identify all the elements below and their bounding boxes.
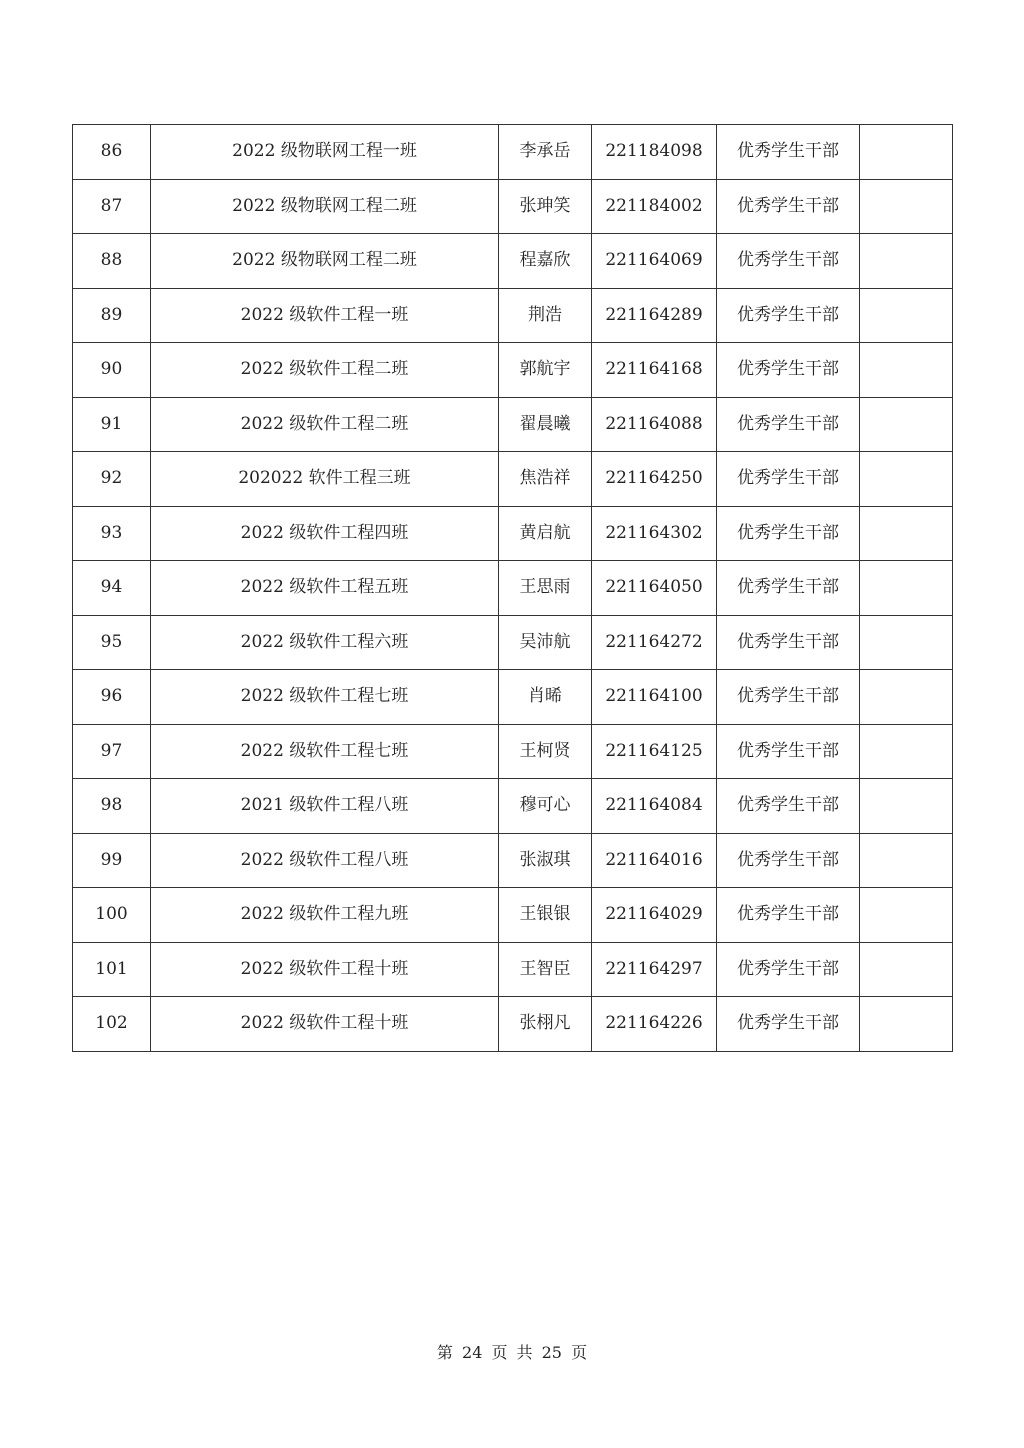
class-name-cell: 2022 级软件工程九班 (151, 888, 499, 943)
page-number: 第 24 页 共 25 页 (436, 1343, 588, 1362)
table-row (73, 234, 953, 289)
row-number-cell: 92 (73, 452, 151, 507)
student-name-cell: 李承岳 (499, 125, 592, 180)
award-title-cell: 优秀学生干部 (717, 942, 860, 997)
student-id-cell: 221164084 (592, 779, 717, 834)
student-id-cell: 221164168 (592, 343, 717, 398)
row-number-cell: 101 (73, 942, 151, 997)
award-title-cell: 优秀学生干部 (717, 288, 860, 343)
student-id-cell: 221164029 (592, 888, 717, 943)
student-id-cell: 221184098 (592, 125, 717, 180)
student-name-cell: 黄启航 (499, 506, 592, 561)
student-name-cell: 穆可心 (499, 779, 592, 834)
class-name-cell: 2022 级软件工程二班 (151, 397, 499, 452)
row-number-cell: 91 (73, 397, 151, 452)
table-row (73, 288, 953, 343)
award-title-cell: 优秀学生干部 (717, 779, 860, 834)
award-title-cell: 优秀学生干部 (717, 343, 860, 398)
student-id-cell: 221164100 (592, 670, 717, 725)
award-title-cell: 优秀学生干部 (717, 234, 860, 289)
table-row (73, 724, 953, 779)
class-name-cell: 2022 级物联网工程二班 (151, 179, 499, 234)
class-name-cell: 202022 软件工程三班 (151, 452, 499, 507)
student-id-cell: 221164125 (592, 724, 717, 779)
student-name-cell: 王银银 (499, 888, 592, 943)
row-number-cell: 98 (73, 779, 151, 834)
remarks-cell (860, 343, 953, 398)
row-number-cell: 99 (73, 833, 151, 888)
remarks-cell (860, 288, 953, 343)
student-name-cell: 王柯贤 (499, 724, 592, 779)
student-name-cell: 王智臣 (499, 942, 592, 997)
class-name-cell: 2022 级软件工程一班 (151, 288, 499, 343)
award-title-cell: 优秀学生干部 (717, 397, 860, 452)
student-id-cell: 221164088 (592, 397, 717, 452)
remarks-cell (860, 833, 953, 888)
row-number-cell: 100 (73, 888, 151, 943)
table-row (73, 779, 953, 834)
remarks-cell (860, 561, 953, 616)
remarks-cell (860, 506, 953, 561)
student-name-cell: 翟晨曦 (499, 397, 592, 452)
table-body (73, 125, 953, 1052)
table-row (73, 833, 953, 888)
remarks-cell (860, 670, 953, 725)
student-name-cell: 王思雨 (499, 561, 592, 616)
remarks-cell (860, 179, 953, 234)
remarks-cell (860, 397, 953, 452)
class-name-cell: 2022 级软件工程十班 (151, 942, 499, 997)
student-name-cell: 张栩凡 (499, 997, 592, 1052)
row-number-cell: 94 (73, 561, 151, 616)
award-title-cell: 优秀学生干部 (717, 615, 860, 670)
class-name-cell: 2022 级软件工程六班 (151, 615, 499, 670)
student-name-cell: 吴沛航 (499, 615, 592, 670)
row-number-cell: 97 (73, 724, 151, 779)
remarks-cell (860, 724, 953, 779)
remarks-cell (860, 997, 953, 1052)
student-name-cell: 张淑琪 (499, 833, 592, 888)
award-title-cell: 优秀学生干部 (717, 125, 860, 180)
student-name-cell: 郭航宇 (499, 343, 592, 398)
student-name-cell: 荆浩 (499, 288, 592, 343)
remarks-cell (860, 779, 953, 834)
table-row (73, 179, 953, 234)
class-name-cell: 2022 级软件工程七班 (151, 724, 499, 779)
student-id-cell: 221164250 (592, 452, 717, 507)
student-name-cell: 程嘉欣 (499, 234, 592, 289)
remarks-cell (860, 615, 953, 670)
row-number-cell: 96 (73, 670, 151, 725)
row-number-cell: 89 (73, 288, 151, 343)
table-row (73, 615, 953, 670)
award-title-cell: 优秀学生干部 (717, 997, 860, 1052)
row-number-cell: 102 (73, 997, 151, 1052)
table-row (73, 942, 953, 997)
student-name-cell: 肖晞 (499, 670, 592, 725)
student-name-cell: 焦浩祥 (499, 452, 592, 507)
award-title-cell: 优秀学生干部 (717, 670, 860, 725)
award-title-cell: 优秀学生干部 (717, 452, 860, 507)
remarks-cell (860, 125, 953, 180)
table-row (73, 452, 953, 507)
row-number-cell: 88 (73, 234, 151, 289)
award-title-cell: 优秀学生干部 (717, 561, 860, 616)
class-name-cell: 2021 级软件工程八班 (151, 779, 499, 834)
student-id-cell: 221164297 (592, 942, 717, 997)
award-table (72, 124, 953, 1052)
remarks-cell (860, 942, 953, 997)
student-id-cell: 221164016 (592, 833, 717, 888)
student-id-cell: 221184002 (592, 179, 717, 234)
table-row (73, 397, 953, 452)
student-id-cell: 221164069 (592, 234, 717, 289)
table-row (73, 670, 953, 725)
table-row (73, 506, 953, 561)
class-name-cell: 2022 级软件工程四班 (151, 506, 499, 561)
student-id-cell: 221164226 (592, 997, 717, 1052)
table-row (73, 888, 953, 943)
row-number-cell: 90 (73, 343, 151, 398)
award-title-cell: 优秀学生干部 (717, 506, 860, 561)
class-name-cell: 2022 级物联网工程二班 (151, 234, 499, 289)
student-id-cell: 221164302 (592, 506, 717, 561)
class-name-cell: 2022 级软件工程七班 (151, 670, 499, 725)
row-number-cell: 86 (73, 125, 151, 180)
class-name-cell: 2022 级软件工程二班 (151, 343, 499, 398)
row-number-cell: 95 (73, 615, 151, 670)
table-row (73, 997, 953, 1052)
student-id-cell: 221164289 (592, 288, 717, 343)
table-row (73, 561, 953, 616)
table-row (73, 343, 953, 398)
class-name-cell: 2022 级物联网工程一班 (151, 125, 499, 180)
class-name-cell: 2022 级软件工程八班 (151, 833, 499, 888)
row-number-cell: 93 (73, 506, 151, 561)
student-name-cell: 张珅笑 (499, 179, 592, 234)
class-name-cell: 2022 级软件工程五班 (151, 561, 499, 616)
table-row (73, 125, 953, 180)
award-title-cell: 优秀学生干部 (717, 179, 860, 234)
award-title-cell: 优秀学生干部 (717, 724, 860, 779)
class-name-cell: 2022 级软件工程十班 (151, 997, 499, 1052)
remarks-cell (860, 234, 953, 289)
student-id-cell: 221164272 (592, 615, 717, 670)
award-title-cell: 优秀学生干部 (717, 888, 860, 943)
remarks-cell (860, 888, 953, 943)
remarks-cell (860, 452, 953, 507)
row-number-cell: 87 (73, 179, 151, 234)
award-title-cell: 优秀学生干部 (717, 833, 860, 888)
student-id-cell: 221164050 (592, 561, 717, 616)
